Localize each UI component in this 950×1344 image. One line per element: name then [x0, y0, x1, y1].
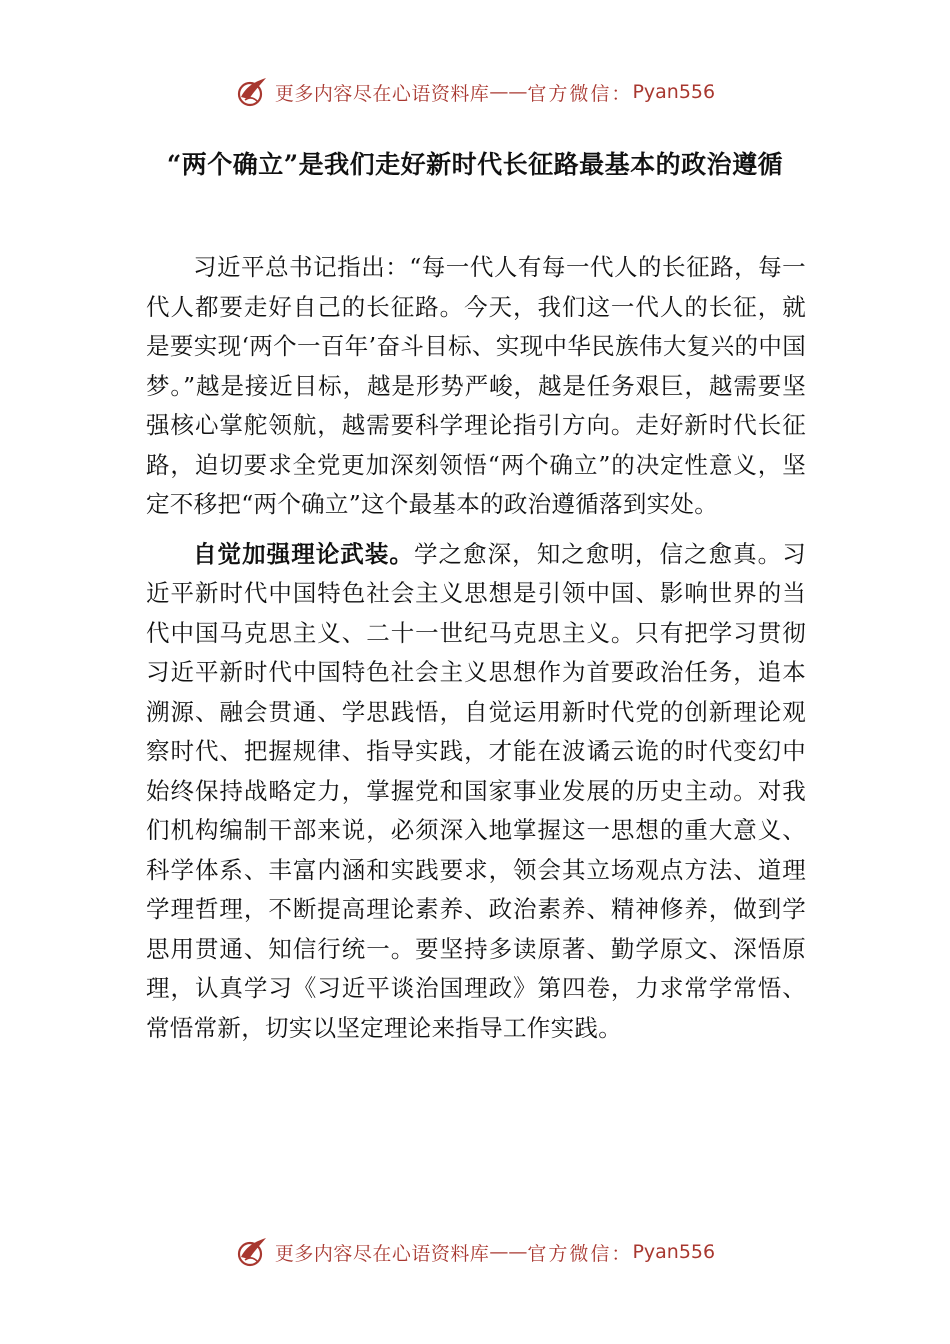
document-body — [146, 248, 806, 1048]
paragraph-1 — [146, 248, 806, 525]
banner-dash: —— — [489, 81, 528, 103]
banner-wechat-label: 官方微信： — [527, 82, 633, 105]
footer-banner — [0, 1232, 950, 1272]
brush-logo-icon — [235, 75, 269, 109]
brush-logo-icon — [235, 1235, 269, 1269]
paragraph-text: 习近平总书记指出：“每一代人有每一代人的长征路，每一代人都要走好自己的长征路。今天，我们这一代人的长征，就是要实现‘两个一百年’奋斗目标、实现中华民族伟大复兴的中国梦。”越是接近目标，越是形势严峻，越是任务艰巨，越需要坚强核心掌舵领航，越需要科学理论指引方向。走好新时代长征路，迫切要求全党更加深刻领悟“两个确立”的决定性意义，坚定不移把“两个确立”这个最基本的政治遵循落到实处。 — [146, 253, 806, 518]
banner-wechat-label: 官方微信： — [527, 1242, 633, 1265]
document-title: “两个确立”是我们走好新时代长征路最基本的政治遵循 — [166, 150, 784, 179]
banner-dash: —— — [489, 1241, 528, 1263]
banner-text: 更多内容尽在心语资料库 — [274, 1242, 490, 1265]
paragraph-text: 学之愈深，知之愈明，信之愈真。习近平新时代中国特色社会主义思想是引领中国、影响世界的当代中国马克思主义、二十一世纪马克思主义。只有把学习贯彻习近平新时代中国特色社会主义思想作为首要政治任务，追本溯源、融会贯通、学思践悟，自觉运用新时代党的创新理论观察时代、把握规律、指导实践，才能在波谲云诡的时代变幻中始终保持战略定力，掌握党和国家事业发展的历史主动。对我们机构编制干部来说，必须深入地掌握这一思想的重大意义、科学体系、丰富内涵和实践要求，领会其立场观点方法、道理学理哲理，不断提高理论素养、政治素养、精神修养，做到学思用贯通、知信行统一。要坚持多读原著、勤学原文、深悟原理，认真学习《习近平谈治国理政》第四卷，力求常学常悟、常悟常新，切实以坚定理论来指导工作实践。 — [146, 539, 806, 1042]
paragraph-2 — [146, 535, 806, 1049]
banner-wechat-id: Pyan556 — [632, 81, 716, 103]
header-banner — [0, 72, 950, 112]
banner-wechat-id: Pyan556 — [632, 1241, 716, 1263]
paragraph-lead: 自觉加强理论武装。 — [193, 539, 414, 568]
banner-text: 更多内容尽在心语资料库 — [274, 82, 490, 105]
